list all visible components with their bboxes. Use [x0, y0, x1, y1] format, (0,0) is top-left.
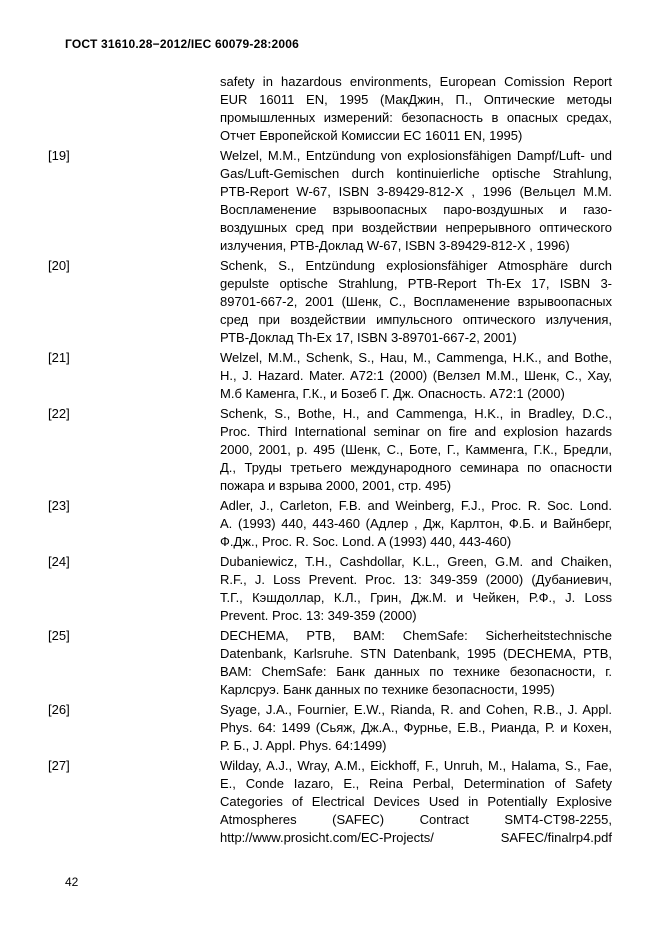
reference-text [220, 147, 612, 255]
reference-line: A. (1993) 440, 443-460 (Адлер , Дж, Карлтон, Ф.Б. и Вайнберг, [220, 516, 612, 531]
reference-line: Categories of Electrical Devices Used in Potentially Explosive [220, 794, 612, 809]
reference-entry [48, 757, 612, 847]
reference-line: Welzel, M.M., Schenk, S., Hau, M., Cammenga, H.K., and Bothe, [220, 350, 612, 365]
reference-label: [25] [48, 628, 70, 643]
reference-line: Adler, J., Carleton, F.B. and Weinberg, F.J., Proc. R. Soc. Lond. [220, 498, 612, 513]
reference-line: Proc. Third International seminar on fire and explosion hazards [220, 424, 612, 439]
reference-entry [48, 553, 612, 625]
reference-text [220, 757, 612, 847]
reference-line: Welzel, M.M., Entzündung von explosionsfähigen Dampf/Luft- und [220, 148, 612, 163]
reference-line: Wilday, A.J., Wray, A.M., Eickhoff, F., Unruh, M., Halama, S., Fae, [220, 758, 612, 773]
reference-line: E., Conde Iazaro, E., Reina Perbal, Determination of Safety [220, 776, 612, 791]
reference-line: РТВ-Доклад Th-Ex 17, ISBN 3-89701-667-2, 2001) [220, 330, 517, 345]
reference-label: [22] [48, 406, 70, 421]
references-list [48, 73, 612, 849]
page-number: 42 [65, 875, 79, 889]
reference-text [220, 627, 612, 699]
reference-label: [19] [48, 148, 70, 163]
reference-entry [48, 257, 612, 347]
reference-line: М.б Каменга, Г.К., и Бозеб Г. Дж. Опасность. А72:1 (2000) [220, 386, 565, 401]
reference-text [220, 497, 612, 551]
reference-line: промышленных измерений: безопасность в опасных средах, [220, 110, 612, 125]
reference-label: [27] [48, 758, 70, 773]
reference-text [220, 405, 612, 495]
reference-line: Syage, J.A., Fournier, E.W., Rianda, R. and Cohen, R.B., J. Appl. [220, 702, 612, 717]
reference-line: Atmospheres (SAFEC) Contract SMT4-CT98-2255, [220, 812, 612, 827]
reference-entry [48, 349, 612, 403]
reference-line: gepulste optische Strahlung, PTB-Report Th-Ex 17, ISBN 3- [220, 276, 612, 291]
reference-line: PTB-Report W-67, ISBN 3-89429-812-X , 1996 (Вельцел М.М. [220, 184, 612, 199]
reference-label: [21] [48, 350, 70, 365]
reference-line: Dubaniewicz, T.H., Cashdollar, K.L., Green, G.M. and Chaiken, [220, 554, 612, 569]
reference-line: Ф.Дж., Proc. R. Soc. Lond. A (1993) 440, 443-460) [220, 534, 512, 549]
reference-line: сред при воздействии импульсного оптического излучения, [220, 312, 612, 327]
reference-line: R.F., J. Loss Prevent. Proc. 13: 349-359 (2000) (Дубаниевич, [220, 572, 612, 587]
reference-line: Gas/Luft-Gemischen durch kontinuierliche optische Strahlung, [220, 166, 612, 181]
reference-text [220, 349, 612, 403]
reference-text [220, 257, 612, 347]
reference-text [220, 701, 612, 755]
reference-line: Phys. 64: 1499 (Сьяж, Дж.А., Фурнье, Е.В., Рианда, Р. и Кохен, [220, 720, 612, 735]
reference-line: Prevent. Proc. 13: 349-359 (2000) [220, 608, 417, 623]
reference-label: [23] [48, 498, 70, 513]
reference-entry [48, 405, 612, 495]
reference-line: Datenbank, Karlsruhe. STN Datenbank, 1995 (DECHEMA, PTB, [220, 646, 612, 661]
reference-entry [48, 73, 612, 145]
running-header: ГОСТ 31610.28−2012/IEC 60079-28:2006 [65, 37, 300, 51]
reference-line: Р. Б., J. Appl. Phys. 64:1499) [220, 738, 387, 753]
reference-text [220, 553, 612, 625]
reference-entry [48, 147, 612, 255]
reference-entry [48, 701, 612, 755]
reference-line: излучения, РТВ-Доклад W-67, ISBN 3-89429-812-X , 1996) [220, 238, 570, 253]
reference-entry [48, 627, 612, 699]
reference-line: EUR 16011 EN, 1995 (МакДжин, П., Оптические методы [220, 92, 612, 107]
reference-line: H., J. Hazard. Mater. A72:1 (2000) (Велзел М.М., Шенк, С., Хау, [220, 368, 612, 383]
reference-label: [24] [48, 554, 70, 569]
reference-line: Д., Труды третьего международного семинара по опасности [220, 460, 612, 475]
reference-line: Карлсруэ. Банк данных по технике безопасности, 1995) [220, 682, 555, 697]
reference-line: Отчет Европейской Комиссии ЕС 16011 EN, 1995) [220, 128, 523, 143]
reference-line: Воспламенение взрывоопасных паро-воздушных и газо- [220, 202, 612, 217]
reference-line: Т.Г., Кэшдоллар, К.Л., Грин, Дж.М. и Чейкен, Р.Ф., J. Loss [220, 590, 612, 605]
reference-line: BAM: ChemSafe: Банк данных по технике безопасности, г. [220, 664, 612, 679]
reference-line: пожара и взрыва 2000, 2001, стр. 495) [220, 478, 452, 493]
reference-label: [26] [48, 702, 70, 717]
reference-line: safety in hazardous environments, European Comission Report [220, 74, 612, 89]
reference-line: Schenk, S., Bothe, H., and Cammenga, H.K., in Bradley, D.C., [220, 406, 612, 421]
reference-line: 89701-667-2, 2001 (Шенк, С., Воспламенение взрывоопасных [220, 294, 612, 309]
reference-entry [48, 497, 612, 551]
reference-text [220, 73, 612, 145]
reference-label: [20] [48, 258, 70, 273]
reference-line: Schenk, S., Entzündung explosionsfähiger Atmosphäre durch [220, 258, 612, 273]
reference-line: 2000, 2001, p. 495 (Шенк, С., Боте, Г., Камменга, Г.К., Бредли, [220, 442, 612, 457]
reference-line: http://www.prosicht.com/EC-Projects/ SAFEC/finalrp4.pdf [220, 830, 612, 845]
reference-line: DECHEMA, PTB, BAM: ChemSafe: Sicherheitstechnische [220, 628, 612, 643]
reference-label [48, 73, 220, 145]
reference-line: воздушных сред при воздействии непрерывного оптического [220, 220, 612, 235]
